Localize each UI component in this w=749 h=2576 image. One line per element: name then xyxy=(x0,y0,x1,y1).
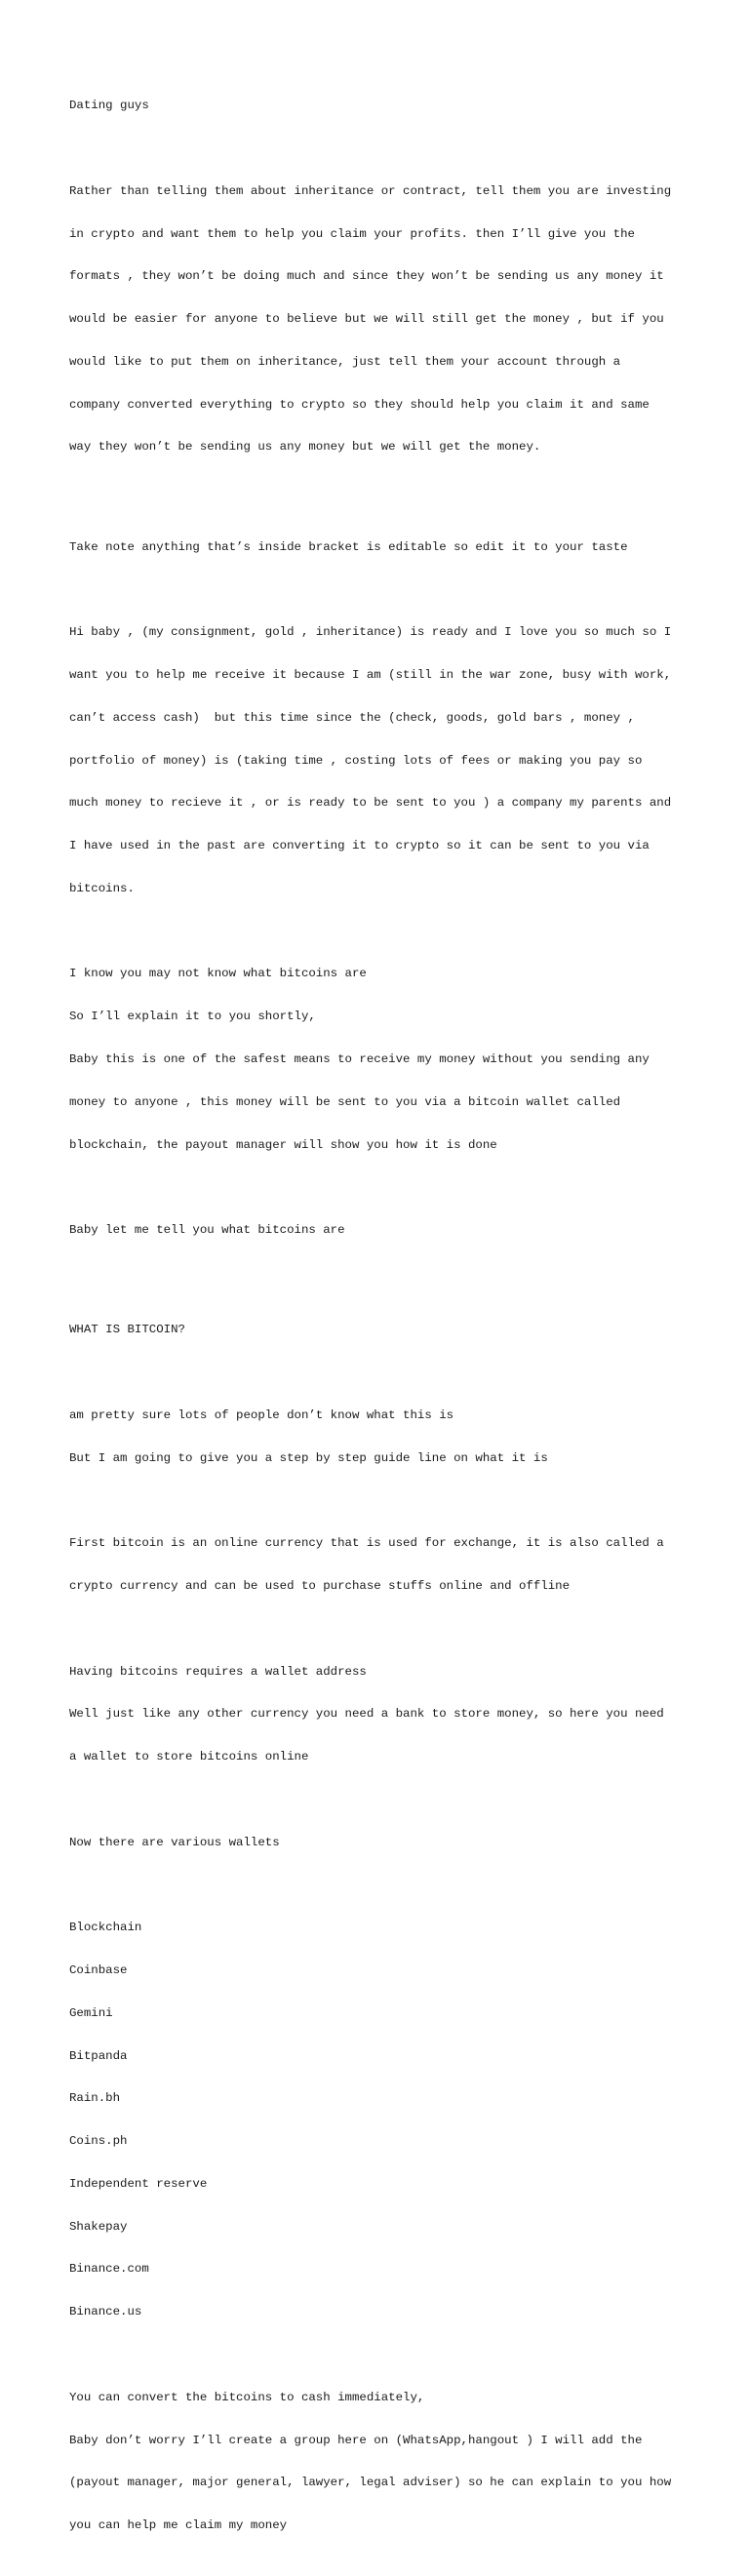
various-paragraph xyxy=(69,1806,693,1878)
wallet-line: Well just like any other currency you need a bank to store money, so here you need xyxy=(69,1707,664,1722)
closing-line: you can help me claim my money xyxy=(69,2518,288,2533)
first-paragraph xyxy=(69,1508,693,1622)
intro-line: formats , they won’t be doing much and since they won’t be sending us any money it xyxy=(69,269,664,284)
guide-line: am pretty sure lots of people don’t know what this is xyxy=(69,1407,454,1422)
blank-line xyxy=(69,497,693,512)
explain-line: Baby this is one of the safest means to receive my money without you sending any xyxy=(69,1051,650,1066)
intro-line: Rather than telling them about inheritance or contract, tell them you are investing xyxy=(69,183,672,198)
closing-paragraph xyxy=(69,2362,693,2561)
explain-line: So I’ll explain it to you shortly, xyxy=(69,1010,316,1024)
message-paragraph xyxy=(69,597,693,925)
wallet-line: Having bitcoins requires a wallet address xyxy=(69,1664,367,1679)
closing-line: You can convert the bitcoins to cash immediately, xyxy=(69,2390,425,2404)
wallet-line: a wallet to store bitcoins online xyxy=(69,1750,309,1764)
note-paragraph xyxy=(69,511,693,582)
wallet-list xyxy=(69,1892,693,2348)
document-title xyxy=(69,70,693,141)
guide-paragraph xyxy=(69,1380,693,1494)
list-item: Blockchain xyxy=(69,1921,142,1935)
intro-line: company converted everything to crypto so they should help you claim it and same xyxy=(69,397,650,412)
message-line: bitcoins. xyxy=(69,881,135,895)
intro-line: in crypto and want them to help you claim your profits. then I’ll give you the xyxy=(69,226,635,241)
message-line: Hi baby , (my consignment, gold , inheritance) is ready and I love you so much so I xyxy=(69,625,672,640)
section-heading xyxy=(69,1294,693,1366)
note-line: Take note anything that’s inside bracket is editable so edit it to your taste xyxy=(69,539,628,554)
list-item: Coins.ph xyxy=(69,2134,128,2149)
title-line: Dating guys xyxy=(69,99,149,113)
various-line: Now there are various wallets xyxy=(69,1835,280,1849)
message-line: want you to help me receive it because I am (still in the war zone, busy with work, xyxy=(69,667,672,682)
list-item: Shakepay xyxy=(69,2219,128,2234)
intro-line: would be easier for anyone to believe but we will still get the money , but if you xyxy=(69,312,664,327)
explain-paragraph xyxy=(69,938,693,1180)
first-line: First bitcoin is an online currency that is used for exchange, it is also called a xyxy=(69,1536,664,1551)
list-item: Rain.bh xyxy=(69,2091,121,2106)
blank-line xyxy=(69,1280,693,1294)
list-item: Binance.com xyxy=(69,2262,149,2277)
list-item: Coinbase xyxy=(69,1962,128,1977)
list-item: Gemini xyxy=(69,2005,113,2020)
message-line: much money to recieve it , or is ready to be sent to you ) a company my parents and xyxy=(69,796,672,811)
intro-paragraph xyxy=(69,156,693,484)
message-line: can’t access cash) but this time since the (check, goods, gold bars , money , xyxy=(69,710,635,725)
guide-line: But I am going to give you a step by step guide line on what it is xyxy=(69,1450,548,1465)
wallet-paragraph xyxy=(69,1636,693,1793)
tell-line: Baby let me tell you what bitcoins are xyxy=(69,1223,345,1238)
message-line: I have used in the past are converting it to crypto so it can be sent to you via xyxy=(69,839,650,853)
heading-line: WHAT IS BITCOIN? xyxy=(69,1323,185,1337)
intro-line: would like to put them on inheritance, just tell them your account through a xyxy=(69,354,621,369)
list-item: Bitpanda xyxy=(69,2048,128,2063)
closing-line: Baby don’t worry I’ll create a group here on (WhatsApp,hangout ) I will add the xyxy=(69,2433,643,2447)
explain-line: blockchain, the payout manager will show you how it is done xyxy=(69,1137,497,1152)
message-line: portfolio of money) is (taking time , costing lots of fees or making you pay so xyxy=(69,753,643,768)
document-page xyxy=(69,70,693,2576)
explain-line: I know you may not know what bitcoins are xyxy=(69,967,367,981)
list-item: Independent reserve xyxy=(69,2176,208,2191)
intro-line: way they won’t be sending us any money but we will get the money. xyxy=(69,440,541,455)
closing-line: (payout manager, major general, lawyer, legal adviser) so he can explain to you how xyxy=(69,2476,672,2490)
explain-line: money to anyone , this money will be sent to you via a bitcoin wallet called xyxy=(69,1094,621,1109)
list-item: Binance.us xyxy=(69,2305,142,2319)
tell-paragraph xyxy=(69,1195,693,1266)
first-line: crypto currency and can be used to purchase stuffs online and offline xyxy=(69,1578,571,1593)
